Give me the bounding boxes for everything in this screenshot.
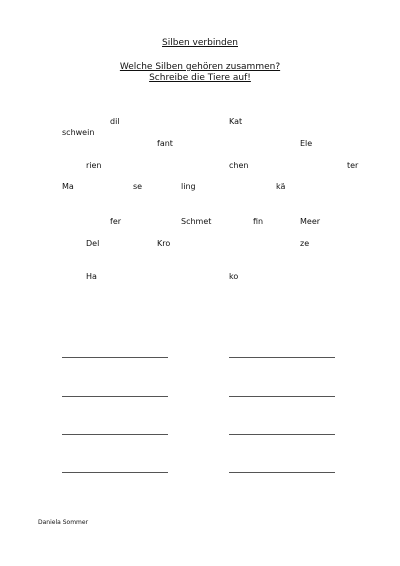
- syllable: dil: [110, 117, 120, 126]
- syllable: se: [133, 182, 143, 191]
- worksheet-title: Silben verbinden: [162, 38, 238, 48]
- syllable: fer: [110, 217, 122, 226]
- answer-line[interactable]: [62, 396, 168, 397]
- syllable: kä: [276, 182, 286, 191]
- syllable: Meer: [300, 217, 321, 226]
- syllable: ze: [300, 239, 310, 248]
- answer-line[interactable]: [229, 434, 335, 435]
- syllable: ko: [229, 272, 239, 281]
- syllable: fant: [157, 139, 173, 148]
- answer-line[interactable]: [62, 472, 168, 473]
- syllable: rien: [86, 161, 102, 170]
- answer-line[interactable]: [62, 357, 168, 358]
- author-name: Daniela Sommer: [38, 519, 89, 526]
- syllable: fin: [253, 217, 264, 226]
- syllable: Schmet: [181, 217, 212, 226]
- instruction-line-2: Schreibe die Tiere auf!: [149, 73, 251, 83]
- syllable: Kro: [157, 239, 171, 248]
- syllable: Ma: [62, 182, 74, 191]
- syllable: ling: [181, 182, 196, 191]
- syllable: Del: [86, 239, 100, 248]
- syllable: Ele: [300, 139, 313, 148]
- instruction-line-1: Welche Silben gehören zusammen?: [119, 62, 281, 72]
- syllable: ter: [347, 161, 359, 170]
- syllable: schwein: [62, 128, 95, 137]
- answer-line[interactable]: [62, 434, 168, 435]
- answer-line[interactable]: [229, 396, 335, 397]
- syllable: chen: [229, 161, 249, 170]
- answer-line[interactable]: [229, 472, 335, 473]
- answer-line[interactable]: [229, 357, 335, 358]
- syllable: Kat: [229, 117, 243, 126]
- syllable: Ha: [86, 272, 97, 281]
